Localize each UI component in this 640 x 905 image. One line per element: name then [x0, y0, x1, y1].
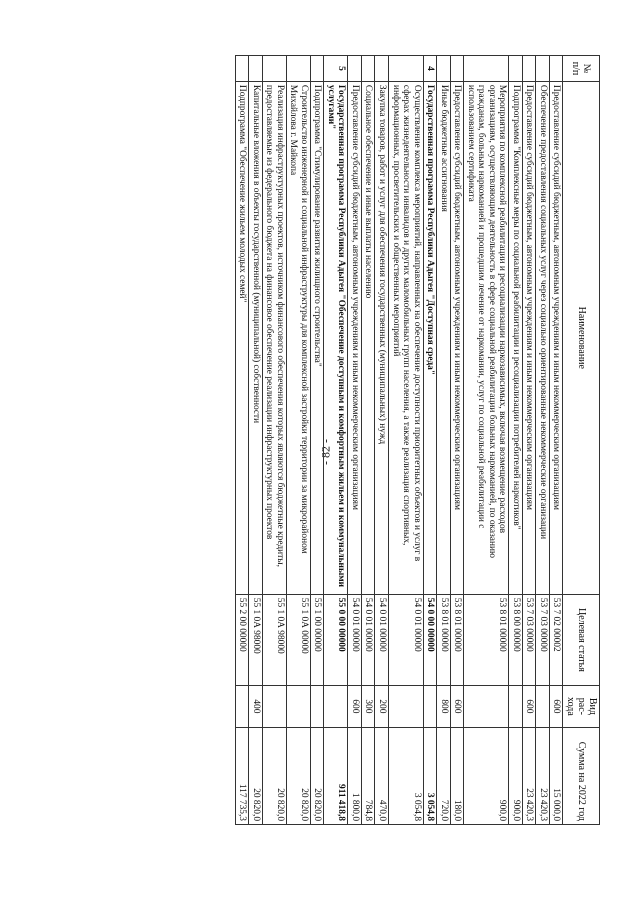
cell-vid: [286, 686, 310, 728]
table-row: [235, 56, 249, 825]
cell-code: 54 0 01 00000: [375, 594, 389, 685]
table-row: [310, 56, 324, 825]
cell-num: [249, 56, 263, 82]
table-row: [375, 56, 389, 825]
cell-name: Государственная программа Республики Адыгея "Доступная среда": [423, 81, 437, 594]
cell-name: Подпрограмма "Стимулирование развития жилищного строительства": [310, 81, 324, 594]
cell-num: [464, 56, 509, 82]
cell-code: 53 7 02 00002: [549, 594, 563, 685]
cell-code: 55 0 00 00000: [324, 594, 348, 685]
cell-code: 55 2 00 00000: [235, 594, 249, 685]
cell-name: Предоставление субсидий бюджетным, автономным учреждениям и иным некоммерческим организациям: [348, 81, 362, 594]
cell-vid: 600: [348, 686, 362, 728]
cell-vid: 300: [361, 686, 375, 728]
cell-name: Подпрограмма "Комплексные меры по социальной реабилитации и ресоциализации потребителей наркотиков": [509, 81, 523, 594]
cell-name: Реализация инфраструктурных проектов, источником финансового обеспечения которых являются бюджетные кредиты, предоставляемые из федерального бюджета на финансовое обеспечение реализации инфраструктурных проектов: [262, 81, 286, 594]
cell-vid: 600: [522, 686, 536, 728]
table-row: [249, 56, 263, 825]
cell-sum: 15 000,0: [549, 727, 563, 824]
table-row: [423, 56, 437, 825]
cell-sum: 470,0: [375, 727, 389, 824]
cell-sum: 720,0: [437, 727, 451, 824]
cell-code: 53 8 01 00000: [450, 594, 464, 685]
cell-sum: 911 418,8: [324, 727, 348, 824]
cell-num: [522, 56, 536, 82]
cell-sum: 117 735,3: [235, 727, 249, 824]
cell-name: Мероприятия по комплексной реабилитации и ресоциализации наркозависимых, включая возмещение расходов организациям, осуществляющим деятельность в сфере социальной реабилитации больных наркоманией, по оказанию гражданам, больным наркоманией и прошедшим лечение от наркомании, услуг по социальной реабилитации с использованием сертификата: [464, 81, 509, 594]
cell-sum: 20 820,0: [310, 727, 324, 824]
table-row: [549, 56, 563, 825]
cell-num: [310, 56, 324, 82]
table-row: [324, 56, 348, 825]
cell-name: Осуществление комплекса мероприятий, направленных на обеспечение доступности приоритетных объектов и услуг в сферах жизнедеятельности инвалидов и других маломобильных групп населения, а также реализация спортивных, информационных, просветительских и общественных мероприятий: [389, 81, 424, 594]
budget-table: [235, 55, 600, 825]
cell-code: 54 0 01 00000: [348, 594, 362, 685]
cell-vid: 600: [450, 686, 464, 728]
cell-vid: 800: [437, 686, 451, 728]
cell-vid: [464, 686, 509, 728]
table-row: [450, 56, 464, 825]
cell-sum: 23 420,3: [522, 727, 536, 824]
cell-sum: 20 820,0: [262, 727, 286, 824]
cell-vid: 200: [375, 686, 389, 728]
table-row: [536, 56, 550, 825]
cell-num: [536, 56, 550, 82]
cell-vid: 600: [549, 686, 563, 728]
table-row: [348, 56, 362, 825]
cell-vid: [509, 686, 523, 728]
table-row: [286, 56, 310, 825]
cell-name: Государственная программа Республики Адыгея "Обеспечение доступным и комфортным жильем и коммунальными услугами": [324, 81, 348, 594]
header-name: Наименование: [563, 81, 600, 594]
cell-code: 53 7 03 00000: [522, 594, 536, 685]
cell-sum: 900,0: [509, 727, 523, 824]
cell-code: 55 1 0А 98000: [262, 594, 286, 685]
cell-code: 53 8 01 00000: [437, 594, 451, 685]
cell-num: [450, 56, 464, 82]
cell-num: [509, 56, 523, 82]
cell-sum: 20 820,0: [249, 727, 263, 824]
cell-code: 55 1 00 00000: [310, 594, 324, 685]
table-row: [464, 56, 509, 825]
cell-num: [286, 56, 310, 82]
header-vid: Вид рас- хода: [563, 686, 600, 728]
table-row: [509, 56, 523, 825]
cell-vid: [235, 686, 249, 728]
cell-name: Социальное обеспечение и иные выплаты населению: [361, 81, 375, 594]
cell-num: 4: [423, 56, 437, 82]
cell-sum: 900,0: [464, 727, 509, 824]
cell-name: Предоставление субсидий бюджетным, автономным учреждениям и иным некоммерческим организациям: [522, 81, 536, 594]
cell-code: 54 0 01 00000: [361, 594, 375, 685]
cell-num: 5: [324, 56, 348, 82]
cell-name: Предоставление субсидий бюджетным, автономным учреждениям и иным некоммерческим организациям: [549, 81, 563, 594]
cell-num: [549, 56, 563, 82]
cell-vid: [423, 686, 437, 728]
cell-num: [235, 56, 249, 82]
header-sum: Сумма на 2022 год: [563, 727, 600, 824]
cell-code: 53 8 00 00000: [509, 594, 523, 685]
cell-sum: 3 054,8: [423, 727, 437, 824]
budget-table-rotated: [130, 55, 600, 825]
cell-num: [389, 56, 424, 82]
header-code: Целевая статья: [563, 594, 600, 685]
cell-name: Закупка товаров, работ и услуг для обеспечения государственных (муниципальных) нужд: [375, 81, 389, 594]
cell-vid: [536, 686, 550, 728]
cell-code: 55 1 0А 00000: [286, 594, 310, 685]
table-row: [437, 56, 451, 825]
table-row: [522, 56, 536, 825]
cell-code: 53 7 03 00000: [536, 594, 550, 685]
cell-name: Капитальные вложения в объекты государственной (муниципальной) собственности: [249, 81, 263, 594]
cell-vid: [389, 686, 424, 728]
cell-name: Строительство инженерной и социальной инфраструктуры для комплексной застройки территории за микрорайоном Михайлова г. Майкопа: [286, 81, 310, 594]
cell-num: [361, 56, 375, 82]
cell-sum: 1 800,0: [348, 727, 362, 824]
table-row: [389, 56, 424, 825]
cell-name: Иные бюджетные ассигнования: [437, 81, 451, 594]
table-row: [262, 56, 286, 825]
cell-name: Предоставление субсидий бюджетным, автономным учреждениям и иным некоммерческим организациям: [450, 81, 464, 594]
cell-name: Подпрограмма "Обеспечение жильем молодых семей": [235, 81, 249, 594]
header-num: № п/п: [563, 56, 600, 82]
cell-num: [262, 56, 286, 82]
cell-sum: 784,8: [361, 727, 375, 824]
cell-sum: 180,0: [450, 727, 464, 824]
cell-code: 54 0 00 00000: [423, 594, 437, 685]
cell-sum: 20 820,0: [286, 727, 310, 824]
page-number: - 82 -: [318, 439, 333, 465]
cell-name: Обеспечение предоставления социальных услуг через социально ориентированные некоммерческие организации: [536, 81, 550, 594]
table-body: [235, 56, 563, 825]
cell-num: [437, 56, 451, 82]
cell-sum: 23 420,3: [536, 727, 550, 824]
cell-sum: 3 054,8: [389, 727, 424, 824]
cell-vid: [262, 686, 286, 728]
cell-num: [375, 56, 389, 82]
table-header-row: [563, 56, 600, 825]
table-row: [361, 56, 375, 825]
cell-vid: 400: [249, 686, 263, 728]
cell-code: 55 1 0А 98000: [249, 594, 263, 685]
cell-num: [348, 56, 362, 82]
cell-code: 53 8 01 00000: [464, 594, 509, 685]
cell-vid: [310, 686, 324, 728]
cell-code: 54 0 01 00000: [389, 594, 424, 685]
cell-vid: [324, 686, 348, 728]
